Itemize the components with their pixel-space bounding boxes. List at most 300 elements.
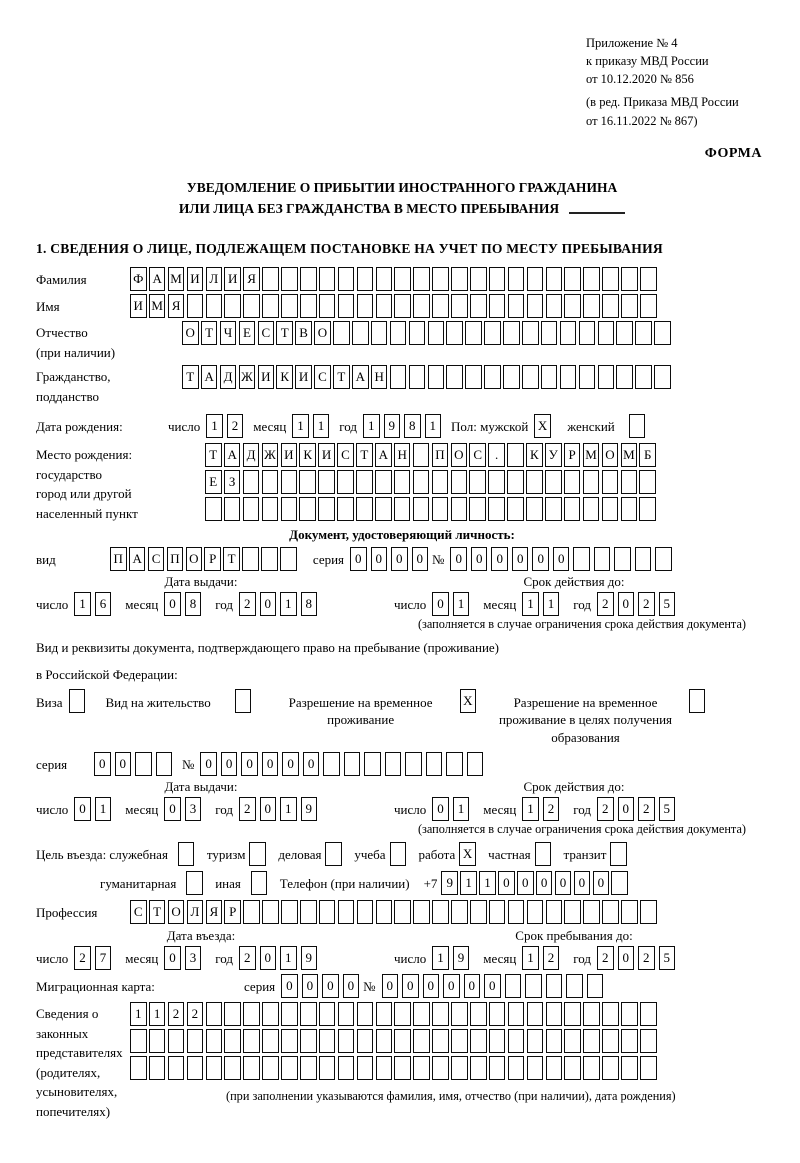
char-box[interactable] xyxy=(598,365,615,389)
char-box[interactable] xyxy=(168,1029,185,1053)
char-box[interactable] xyxy=(621,1056,638,1080)
char-box[interactable]: 1 xyxy=(522,946,539,970)
char-box[interactable] xyxy=(602,497,619,521)
char-box[interactable] xyxy=(598,321,615,345)
char-box[interactable] xyxy=(489,294,506,318)
char-box[interactable] xyxy=(325,842,342,866)
char-box[interactable] xyxy=(300,1002,317,1026)
char-box[interactable]: С xyxy=(337,443,354,467)
char-box[interactable] xyxy=(323,752,340,776)
char-box[interactable] xyxy=(546,267,563,291)
char-box[interactable] xyxy=(281,1002,298,1026)
char-box[interactable]: Н xyxy=(371,365,388,389)
char-box[interactable]: 9 xyxy=(301,797,318,821)
char-box[interactable] xyxy=(409,365,426,389)
char-box[interactable]: И xyxy=(295,365,312,389)
char-box[interactable] xyxy=(465,321,482,345)
char-box[interactable] xyxy=(503,365,520,389)
char-box[interactable] xyxy=(470,1029,487,1053)
char-box[interactable] xyxy=(390,321,407,345)
char-box[interactable]: Л xyxy=(187,900,204,924)
char-box[interactable] xyxy=(432,497,449,521)
char-box[interactable] xyxy=(546,1029,563,1053)
char-box[interactable] xyxy=(564,900,581,924)
char-box[interactable] xyxy=(602,900,619,924)
char-box[interactable]: Я xyxy=(243,267,260,291)
char-box[interactable] xyxy=(583,470,600,494)
char-box[interactable] xyxy=(243,294,260,318)
char-box[interactable] xyxy=(546,1002,563,1026)
char-box[interactable] xyxy=(489,1056,506,1080)
char-box[interactable] xyxy=(545,470,562,494)
char-box[interactable]: 2 xyxy=(638,797,655,821)
char-box[interactable] xyxy=(469,497,486,521)
char-box[interactable] xyxy=(357,1002,374,1026)
char-box[interactable]: 0 xyxy=(221,752,238,776)
char-box[interactable]: 2 xyxy=(227,414,244,438)
char-box[interactable] xyxy=(489,900,506,924)
char-box[interactable] xyxy=(470,294,487,318)
char-box[interactable]: О xyxy=(314,321,331,345)
char-box[interactable] xyxy=(426,752,443,776)
char-box[interactable] xyxy=(621,900,638,924)
char-box[interactable]: С xyxy=(148,547,165,571)
char-box[interactable] xyxy=(654,321,671,345)
char-box[interactable] xyxy=(508,1002,525,1026)
char-box[interactable] xyxy=(635,365,652,389)
char-box[interactable] xyxy=(394,294,411,318)
char-box[interactable] xyxy=(446,321,463,345)
char-box[interactable]: 1 xyxy=(522,592,539,616)
char-box[interactable] xyxy=(546,1056,563,1080)
char-box[interactable] xyxy=(616,365,633,389)
char-box[interactable]: 1 xyxy=(280,592,297,616)
char-box[interactable]: 1 xyxy=(95,797,112,821)
char-box[interactable] xyxy=(522,321,539,345)
char-box[interactable]: О xyxy=(186,547,203,571)
char-box[interactable] xyxy=(357,900,374,924)
char-box[interactable]: 0 xyxy=(574,871,591,895)
char-box[interactable] xyxy=(375,470,392,494)
char-box[interactable] xyxy=(261,547,278,571)
char-box[interactable] xyxy=(69,689,86,713)
char-box[interactable] xyxy=(376,267,393,291)
char-box[interactable]: 0 xyxy=(260,946,277,970)
char-box[interactable]: 2 xyxy=(187,1002,204,1026)
char-box[interactable] xyxy=(508,294,525,318)
char-box[interactable] xyxy=(357,1029,374,1053)
char-box[interactable]: X xyxy=(460,689,477,713)
char-box[interactable] xyxy=(629,414,646,438)
char-box[interactable] xyxy=(564,1056,581,1080)
char-box[interactable] xyxy=(564,294,581,318)
char-box[interactable] xyxy=(337,497,354,521)
char-box[interactable]: 1 xyxy=(280,797,297,821)
char-box[interactable] xyxy=(522,365,539,389)
char-box[interactable] xyxy=(583,1029,600,1053)
char-box[interactable] xyxy=(178,842,195,866)
char-box[interactable] xyxy=(640,294,657,318)
char-box[interactable] xyxy=(640,1029,657,1053)
char-box[interactable] xyxy=(611,871,628,895)
char-box[interactable]: Р xyxy=(564,443,581,467)
char-box[interactable]: 0 xyxy=(260,592,277,616)
char-box[interactable] xyxy=(689,689,706,713)
char-box[interactable] xyxy=(300,1056,317,1080)
char-box[interactable] xyxy=(564,1002,581,1026)
char-box[interactable] xyxy=(243,1002,260,1026)
char-box[interactable]: С xyxy=(469,443,486,467)
char-box[interactable] xyxy=(505,974,522,998)
char-box[interactable] xyxy=(583,1056,600,1080)
char-box[interactable] xyxy=(281,470,298,494)
char-box[interactable] xyxy=(299,470,316,494)
char-box[interactable]: В xyxy=(295,321,312,345)
char-box[interactable] xyxy=(602,294,619,318)
char-box[interactable] xyxy=(594,547,611,571)
char-box[interactable]: 0 xyxy=(450,547,467,571)
char-box[interactable] xyxy=(527,1056,544,1080)
char-box[interactable]: X xyxy=(459,842,476,866)
char-box[interactable] xyxy=(206,1002,223,1026)
char-box[interactable] xyxy=(489,1002,506,1026)
char-box[interactable]: Ч xyxy=(220,321,237,345)
char-box[interactable] xyxy=(149,1056,166,1080)
char-box[interactable] xyxy=(251,871,268,895)
char-box[interactable]: 0 xyxy=(282,752,299,776)
char-box[interactable] xyxy=(508,1056,525,1080)
char-box[interactable] xyxy=(187,294,204,318)
char-box[interactable] xyxy=(507,470,524,494)
char-box[interactable] xyxy=(281,1029,298,1053)
char-box[interactable]: 0 xyxy=(443,974,460,998)
char-box[interactable]: П xyxy=(167,547,184,571)
char-box[interactable] xyxy=(564,267,581,291)
char-box[interactable] xyxy=(376,294,393,318)
char-box[interactable]: 0 xyxy=(382,974,399,998)
char-box[interactable] xyxy=(451,1029,468,1053)
char-box[interactable] xyxy=(299,497,316,521)
char-box[interactable]: Т xyxy=(205,443,222,467)
char-box[interactable]: 0 xyxy=(532,547,549,571)
char-box[interactable] xyxy=(344,752,361,776)
char-box[interactable] xyxy=(262,1002,279,1026)
char-box[interactable]: 6 xyxy=(95,592,112,616)
char-box[interactable]: И xyxy=(281,443,298,467)
char-box[interactable] xyxy=(621,497,638,521)
char-box[interactable]: 0 xyxy=(491,547,508,571)
char-box[interactable]: 2 xyxy=(597,946,614,970)
char-box[interactable] xyxy=(281,900,298,924)
char-box[interactable]: 0 xyxy=(115,752,132,776)
char-box[interactable] xyxy=(186,871,203,895)
char-box[interactable]: 2 xyxy=(597,797,614,821)
char-box[interactable] xyxy=(149,1029,166,1053)
char-box[interactable]: 3 xyxy=(185,797,202,821)
char-box[interactable] xyxy=(451,470,468,494)
char-box[interactable] xyxy=(527,900,544,924)
char-box[interactable]: Ф xyxy=(130,267,147,291)
char-box[interactable] xyxy=(527,294,544,318)
char-box[interactable] xyxy=(394,1002,411,1026)
char-box[interactable]: А xyxy=(352,365,369,389)
char-box[interactable]: Я xyxy=(206,900,223,924)
char-box[interactable]: . xyxy=(488,443,505,467)
char-box[interactable]: 0 xyxy=(553,547,570,571)
char-box[interactable]: 1 xyxy=(543,592,560,616)
char-box[interactable] xyxy=(432,1002,449,1026)
char-box[interactable] xyxy=(451,1002,468,1026)
char-box[interactable]: 2 xyxy=(168,1002,185,1026)
char-box[interactable] xyxy=(573,547,590,571)
char-box[interactable] xyxy=(470,267,487,291)
char-box[interactable] xyxy=(432,1056,449,1080)
char-box[interactable] xyxy=(508,1029,525,1053)
char-box[interactable] xyxy=(507,497,524,521)
char-box[interactable] xyxy=(602,1056,619,1080)
char-box[interactable]: 3 xyxy=(185,946,202,970)
char-box[interactable] xyxy=(465,365,482,389)
char-box[interactable] xyxy=(300,267,317,291)
char-box[interactable]: И xyxy=(224,267,241,291)
char-box[interactable] xyxy=(281,497,298,521)
char-box[interactable]: 0 xyxy=(618,797,635,821)
char-box[interactable] xyxy=(224,1056,241,1080)
char-box[interactable] xyxy=(508,900,525,924)
char-box[interactable] xyxy=(242,547,259,571)
char-box[interactable]: К xyxy=(276,365,293,389)
char-box[interactable] xyxy=(413,497,430,521)
char-box[interactable] xyxy=(535,842,552,866)
char-box[interactable] xyxy=(507,443,524,467)
char-box[interactable]: 1 xyxy=(453,797,470,821)
char-box[interactable]: 0 xyxy=(74,797,91,821)
char-box[interactable] xyxy=(390,842,407,866)
char-box[interactable]: 0 xyxy=(471,547,488,571)
char-box[interactable]: 0 xyxy=(432,592,449,616)
char-box[interactable] xyxy=(405,752,422,776)
char-box[interactable]: Т xyxy=(276,321,293,345)
char-box[interactable] xyxy=(526,470,543,494)
char-box[interactable]: 8 xyxy=(404,414,421,438)
char-box[interactable]: 0 xyxy=(593,871,610,895)
char-box[interactable]: 1 xyxy=(522,797,539,821)
char-box[interactable]: 1 xyxy=(425,414,442,438)
char-box[interactable] xyxy=(470,1056,487,1080)
char-box[interactable]: 1 xyxy=(432,946,449,970)
char-box[interactable] xyxy=(206,1056,223,1080)
char-box[interactable] xyxy=(489,1029,506,1053)
char-box[interactable]: 0 xyxy=(512,547,529,571)
char-box[interactable] xyxy=(337,470,354,494)
char-box[interactable]: Н xyxy=(394,443,411,467)
char-box[interactable] xyxy=(587,974,604,998)
char-box[interactable] xyxy=(281,267,298,291)
char-box[interactable] xyxy=(545,497,562,521)
char-box[interactable] xyxy=(135,752,152,776)
char-box[interactable] xyxy=(621,1029,638,1053)
char-box[interactable]: П xyxy=(110,547,127,571)
char-box[interactable] xyxy=(205,497,222,521)
char-box[interactable] xyxy=(357,267,374,291)
char-box[interactable] xyxy=(357,294,374,318)
char-box[interactable]: 0 xyxy=(260,797,277,821)
char-box[interactable] xyxy=(338,900,355,924)
char-box[interactable] xyxy=(300,294,317,318)
char-box[interactable] xyxy=(224,1029,241,1053)
char-box[interactable]: 0 xyxy=(536,871,553,895)
char-box[interactable] xyxy=(338,1029,355,1053)
char-box[interactable]: И xyxy=(258,365,275,389)
char-box[interactable] xyxy=(319,267,336,291)
char-box[interactable]: М xyxy=(621,443,638,467)
char-box[interactable]: М xyxy=(149,294,166,318)
char-box[interactable] xyxy=(527,1029,544,1053)
char-box[interactable] xyxy=(262,267,279,291)
char-box[interactable] xyxy=(262,1056,279,1080)
char-box[interactable] xyxy=(371,321,388,345)
char-box[interactable]: 0 xyxy=(322,974,339,998)
char-box[interactable] xyxy=(602,1002,619,1026)
char-box[interactable] xyxy=(394,1029,411,1053)
char-box[interactable]: 2 xyxy=(638,592,655,616)
char-box[interactable] xyxy=(451,497,468,521)
char-box[interactable]: Т xyxy=(149,900,166,924)
char-box[interactable]: Е xyxy=(205,470,222,494)
char-box[interactable] xyxy=(639,497,656,521)
char-box[interactable]: 0 xyxy=(303,752,320,776)
char-box[interactable]: 9 xyxy=(453,946,470,970)
char-box[interactable] xyxy=(560,321,577,345)
char-box[interactable] xyxy=(488,497,505,521)
char-box[interactable]: 9 xyxy=(441,871,458,895)
char-box[interactable] xyxy=(470,900,487,924)
char-box[interactable]: 0 xyxy=(164,797,181,821)
char-box[interactable] xyxy=(428,321,445,345)
char-box[interactable] xyxy=(451,294,468,318)
char-box[interactable] xyxy=(566,974,583,998)
char-box[interactable] xyxy=(546,294,563,318)
char-box[interactable]: 0 xyxy=(241,752,258,776)
char-box[interactable]: 0 xyxy=(200,752,217,776)
char-box[interactable] xyxy=(376,900,393,924)
char-box[interactable] xyxy=(187,1056,204,1080)
char-box[interactable] xyxy=(541,321,558,345)
char-box[interactable]: 0 xyxy=(618,592,635,616)
char-box[interactable]: 2 xyxy=(543,946,560,970)
char-box[interactable] xyxy=(614,547,631,571)
char-box[interactable]: 0 xyxy=(517,871,534,895)
char-box[interactable]: Б xyxy=(639,443,656,467)
char-box[interactable] xyxy=(654,365,671,389)
char-box[interactable] xyxy=(583,294,600,318)
char-box[interactable] xyxy=(583,1002,600,1026)
char-box[interactable] xyxy=(352,321,369,345)
char-box[interactable] xyxy=(333,321,350,345)
char-box[interactable]: З xyxy=(224,470,241,494)
char-box[interactable]: 0 xyxy=(343,974,360,998)
char-box[interactable] xyxy=(243,1029,260,1053)
char-box[interactable]: X xyxy=(534,414,551,438)
char-box[interactable] xyxy=(413,1002,430,1026)
char-box[interactable]: 8 xyxy=(301,592,318,616)
char-box[interactable]: С xyxy=(130,900,147,924)
char-box[interactable] xyxy=(602,267,619,291)
char-box[interactable] xyxy=(130,1056,147,1080)
char-box[interactable] xyxy=(560,365,577,389)
char-box[interactable] xyxy=(583,497,600,521)
char-box[interactable]: 9 xyxy=(301,946,318,970)
char-box[interactable] xyxy=(564,470,581,494)
char-box[interactable]: 0 xyxy=(391,547,408,571)
char-box[interactable]: 2 xyxy=(638,946,655,970)
char-box[interactable]: Р xyxy=(224,900,241,924)
char-box[interactable] xyxy=(300,1029,317,1053)
char-box[interactable]: К xyxy=(526,443,543,467)
char-box[interactable] xyxy=(249,842,266,866)
char-box[interactable] xyxy=(243,470,260,494)
char-box[interactable] xyxy=(621,267,638,291)
char-box[interactable]: 1 xyxy=(479,871,496,895)
char-box[interactable] xyxy=(394,1056,411,1080)
char-box[interactable] xyxy=(610,842,627,866)
char-box[interactable]: Т xyxy=(182,365,199,389)
char-box[interactable]: 0 xyxy=(412,547,429,571)
char-box[interactable]: Я xyxy=(168,294,185,318)
char-box[interactable] xyxy=(446,365,463,389)
char-box[interactable] xyxy=(376,1056,393,1080)
char-box[interactable]: Р xyxy=(204,547,221,571)
char-box[interactable] xyxy=(469,470,486,494)
char-box[interactable]: 2 xyxy=(239,797,256,821)
char-box[interactable] xyxy=(489,267,506,291)
char-box[interactable] xyxy=(224,497,241,521)
char-box[interactable] xyxy=(484,321,501,345)
char-box[interactable] xyxy=(262,294,279,318)
char-box[interactable]: Ж xyxy=(262,443,279,467)
char-box[interactable] xyxy=(376,1029,393,1053)
char-box[interactable] xyxy=(356,497,373,521)
char-box[interactable]: 1 xyxy=(149,1002,166,1026)
char-box[interactable] xyxy=(243,1056,260,1080)
char-box[interactable]: У xyxy=(545,443,562,467)
char-box[interactable] xyxy=(224,294,241,318)
char-box[interactable]: 0 xyxy=(281,974,298,998)
char-box[interactable] xyxy=(432,267,449,291)
char-box[interactable] xyxy=(385,752,402,776)
char-box[interactable] xyxy=(364,752,381,776)
char-box[interactable]: О xyxy=(451,443,468,467)
char-box[interactable]: 0 xyxy=(555,871,572,895)
char-box[interactable]: 0 xyxy=(498,871,515,895)
char-box[interactable]: И xyxy=(187,267,204,291)
char-box[interactable] xyxy=(546,974,563,998)
char-box[interactable] xyxy=(635,321,652,345)
char-box[interactable]: 5 xyxy=(659,797,676,821)
char-box[interactable]: Т xyxy=(333,365,350,389)
char-box[interactable] xyxy=(300,900,317,924)
char-box[interactable] xyxy=(235,689,252,713)
char-box[interactable]: 1 xyxy=(363,414,380,438)
char-box[interactable] xyxy=(394,900,411,924)
char-box[interactable] xyxy=(357,1056,374,1080)
char-box[interactable]: 0 xyxy=(164,946,181,970)
char-box[interactable] xyxy=(413,443,430,467)
char-box[interactable]: 0 xyxy=(94,752,111,776)
char-box[interactable]: Т xyxy=(223,547,240,571)
char-box[interactable] xyxy=(446,752,463,776)
char-box[interactable] xyxy=(635,547,652,571)
